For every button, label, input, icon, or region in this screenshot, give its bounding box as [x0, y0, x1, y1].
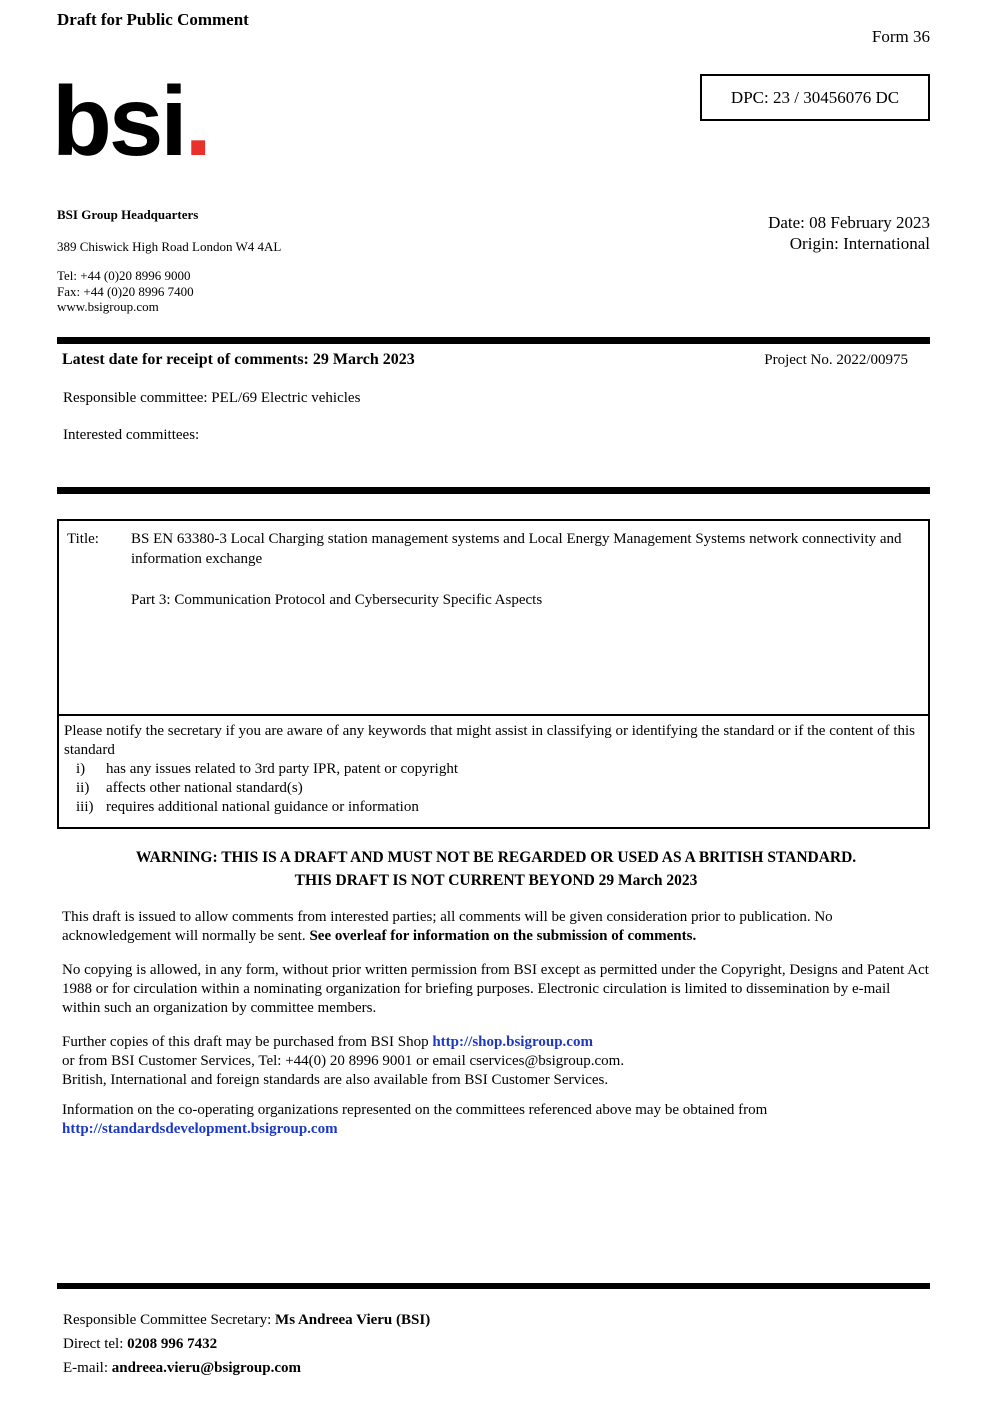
bsi-tel: Tel: +44 (0)20 8996 9000 — [57, 268, 191, 283]
bsi-logo-text: bsi — [52, 66, 185, 176]
standard-part-title: Part 3: Communication Protocol and Cybersecurity Specific Aspects — [131, 592, 543, 608]
direct-tel-label: Direct tel: — [63, 1336, 128, 1352]
email-line — [63, 1356, 430, 1380]
copyright-paragraph: No copying is allowed, in any form, without prior written permission from BSI except as permitted under the Copyright, Designs and Patent Act 1988 or for circulation within a nominating organization for briefing purposes. Electronic circulation is limited to dissemination by e-mail within such an organization by committee members. — [62, 962, 929, 1016]
bsi-logo — [52, 68, 209, 176]
bsi-logo-dot: . — [184, 66, 209, 176]
bsi-headquarters-label: BSI Group Headquarters — [57, 207, 199, 222]
cooperating-orgs-text: Information on the co-operating organizations represented on the committees referenced above may be obtained from — [62, 1102, 768, 1118]
bsi-street-address: 389 Chiswick High Road London W4 4AL — [57, 239, 282, 254]
dpc-number-text: DPC: 23 / 30456076 DC — [730, 87, 900, 107]
draft-warning — [0, 846, 992, 892]
keywords-item-text: has any issues related to 3rd party IPR, patent or copyright — [106, 761, 459, 777]
keywords-notice-box — [57, 714, 930, 829]
horizontal-rule-top — [57, 337, 930, 344]
bsi-contact-block — [57, 268, 194, 315]
keywords-item — [64, 779, 922, 798]
email-value: andreea.vieru@bsigroup.com — [111, 1360, 301, 1376]
purchase-line3: British, International and foreign standards are also available from BSI Customer Services. — [62, 1072, 609, 1088]
secretary-footer — [63, 1308, 430, 1380]
date-line: Date: 08 February 2023 — [768, 213, 930, 232]
horizontal-rule-middle — [57, 487, 930, 494]
interested-committees: Interested committees: — [63, 427, 200, 443]
cooperating-orgs-paragraph — [62, 1101, 932, 1139]
horizontal-rule-bottom — [57, 1283, 930, 1289]
keywords-item — [64, 760, 922, 779]
origin-line: Origin: International — [789, 234, 930, 253]
keywords-item-text: requires additional national guidance or information — [106, 799, 419, 815]
keywords-intro: Please notify the secretary if you are aware of any keywords that might assist in classifying or identifying the standard or if the content of this standard — [64, 723, 916, 758]
keywords-item-number: ii) — [76, 780, 90, 796]
keywords-list — [64, 760, 922, 817]
title-content — [131, 529, 918, 610]
keywords-item-text: affects other national standard(s) — [106, 780, 303, 796]
form-number: Form 36 — [871, 27, 930, 46]
email-label: E-mail: — [63, 1360, 112, 1376]
bsi-website: www.bsigroup.com — [57, 299, 159, 314]
comments-deadline-row — [57, 351, 930, 369]
keywords-item-number: i) — [76, 761, 86, 777]
draft-warning-line1: WARNING: THIS IS A DRAFT AND MUST NOT BE REGARDED OR USED AS A BRITISH STANDARD. — [135, 849, 857, 866]
comments-paragraph-text: This draft is issued to allow comments from interested parties; all comments will be given consideration prior to publication. No acknowledgement will normally be sent. — [62, 909, 833, 944]
overleaf-note: See overleaf for information on the submission of comments. — [309, 928, 697, 944]
date-origin-block — [768, 212, 930, 254]
purchase-line1-text: Further copies of this draft may be purchased from BSI Shop — [62, 1034, 433, 1050]
standards-development-link[interactable]: http://standardsdevelopment.bsigroup.com — [62, 1121, 338, 1137]
bsi-shop-link[interactable]: http://shop.bsigroup.com — [432, 1034, 593, 1050]
title-box — [57, 519, 930, 716]
comments-paragraph — [62, 908, 932, 946]
bsi-fax: Fax: +44 (0)20 8996 7400 — [57, 283, 194, 299]
purchase-line1 — [62, 1033, 932, 1052]
direct-tel-value: 0208 996 7432 — [127, 1336, 218, 1352]
project-number: Project No. 2022/00975 — [764, 352, 908, 368]
secretary-line — [63, 1308, 430, 1332]
secretary-label: Responsible Committee Secretary: — [63, 1312, 276, 1328]
keywords-item — [64, 798, 922, 817]
purchase-line2: or from BSI Customer Services, Tel: +44(0) 20 8996 9001 or email cservices@bsigroup.com. — [62, 1053, 625, 1069]
latest-date-of-comments: Latest date for receipt of comments: 29 March 2023 — [62, 351, 415, 368]
title-and-keywords-boxes — [57, 519, 930, 829]
title-label: Title: — [67, 531, 99, 547]
secretary-name: Ms Andreea Vieru (BSI) — [275, 1312, 431, 1328]
standard-title: BS EN 63380-3 Local Charging station management systems and Local Energy Management Systems network connectivity and information exchange — [131, 531, 902, 567]
direct-tel-line — [63, 1332, 430, 1356]
responsible-committee: Responsible committee: PEL/69 Electric vehicles — [63, 390, 361, 406]
purchase-paragraph — [62, 1033, 932, 1090]
draft-for-public-comment-label: Draft for Public Comment — [57, 10, 249, 29]
keywords-item-number: iii) — [76, 799, 94, 815]
dpc-number-box — [700, 74, 930, 121]
draft-warning-line2: THIS DRAFT IS NOT CURRENT BEYOND 29 March 2023 — [294, 872, 698, 889]
